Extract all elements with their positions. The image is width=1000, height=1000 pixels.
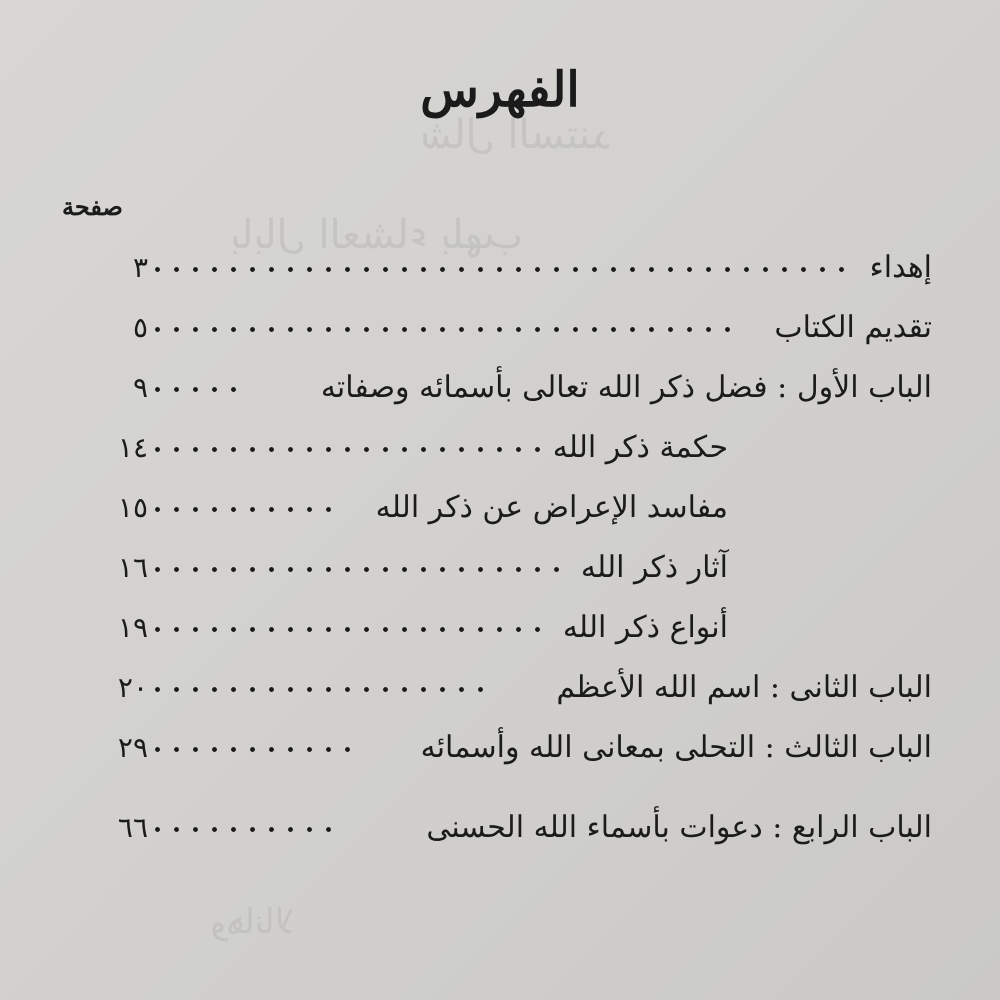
- dot-leader: [148, 687, 483, 692]
- toc-entry-label: الباب الرابع : دعوات بأسماء الله الحسنى: [426, 810, 932, 845]
- toc-entry-page: ٢٠: [117, 671, 148, 704]
- page-column-label: صفحة: [62, 192, 123, 221]
- dot-leader: [148, 447, 548, 452]
- toc-entry-page: ١٦: [117, 551, 148, 584]
- toc-entry: [0, 363, 1000, 413]
- dot-leader: [148, 567, 563, 572]
- toc-entry-page: ٣: [132, 251, 148, 284]
- toc-entry-page: ٩: [132, 371, 148, 404]
- toc-entry-label: إهداء: [869, 250, 932, 285]
- toc-entry: [0, 543, 1000, 593]
- bleed-through-text: ﺷﺎﻝ ﺍﻟﺴﺘﻨﺪ: [420, 112, 612, 158]
- toc-entry-label: تقديم الكتاب: [774, 310, 932, 345]
- bleed-through-text: ﺑﺎﺑﺎﻝ ﺍﻟﻌﺸﺎﺀ ﺑﻠﻬﺐ: [230, 212, 523, 258]
- toc-entry-label: الباب الثانى : اسم الله الأعظم: [556, 670, 932, 705]
- dot-leader: [148, 827, 344, 832]
- bleed-through-text: ﻭﻫﺎﻧﺎﻻ: [210, 902, 294, 942]
- toc-entry: [0, 303, 1000, 353]
- toc-entry: [0, 423, 1000, 473]
- dot-leader: [148, 267, 846, 272]
- toc-entry-page: ٢٩: [117, 731, 148, 764]
- dot-leader: [148, 507, 340, 512]
- toc-entry-page: ١٥: [117, 491, 148, 524]
- dot-leader: [148, 327, 736, 332]
- toc-entry-page: ٥: [132, 311, 148, 344]
- dot-leader: [148, 627, 543, 632]
- dot-leader: [148, 747, 353, 752]
- toc-entry: [0, 723, 1000, 773]
- toc-entry-page: ٦٦: [117, 811, 148, 844]
- toc-entry-label: حكمة ذكر الله: [552, 430, 728, 465]
- toc-entry-page: ١٩: [117, 611, 148, 644]
- toc-entry: [0, 603, 1000, 653]
- toc-entry-label: أنواع ذكر الله: [562, 610, 728, 645]
- toc-entry-page: ١٤: [117, 431, 148, 464]
- toc-entry-label: الباب الثالث : التحلى بمعانى الله وأسمائه: [420, 730, 932, 765]
- toc-entry: [0, 663, 1000, 713]
- toc-entry-label: آثار ذكر الله: [580, 550, 728, 585]
- toc-entry: [0, 483, 1000, 533]
- toc-entry-label: الباب الأول : فضل ذكر الله تعالى بأسمائه وصفاته: [320, 370, 932, 405]
- toc-entry: [0, 803, 1000, 853]
- page-title: الفهرس: [420, 62, 580, 118]
- toc-entry: [0, 243, 1000, 293]
- toc-entry-label: مفاسد الإعراض عن ذكر الله: [375, 490, 728, 525]
- dot-leader: [148, 387, 248, 392]
